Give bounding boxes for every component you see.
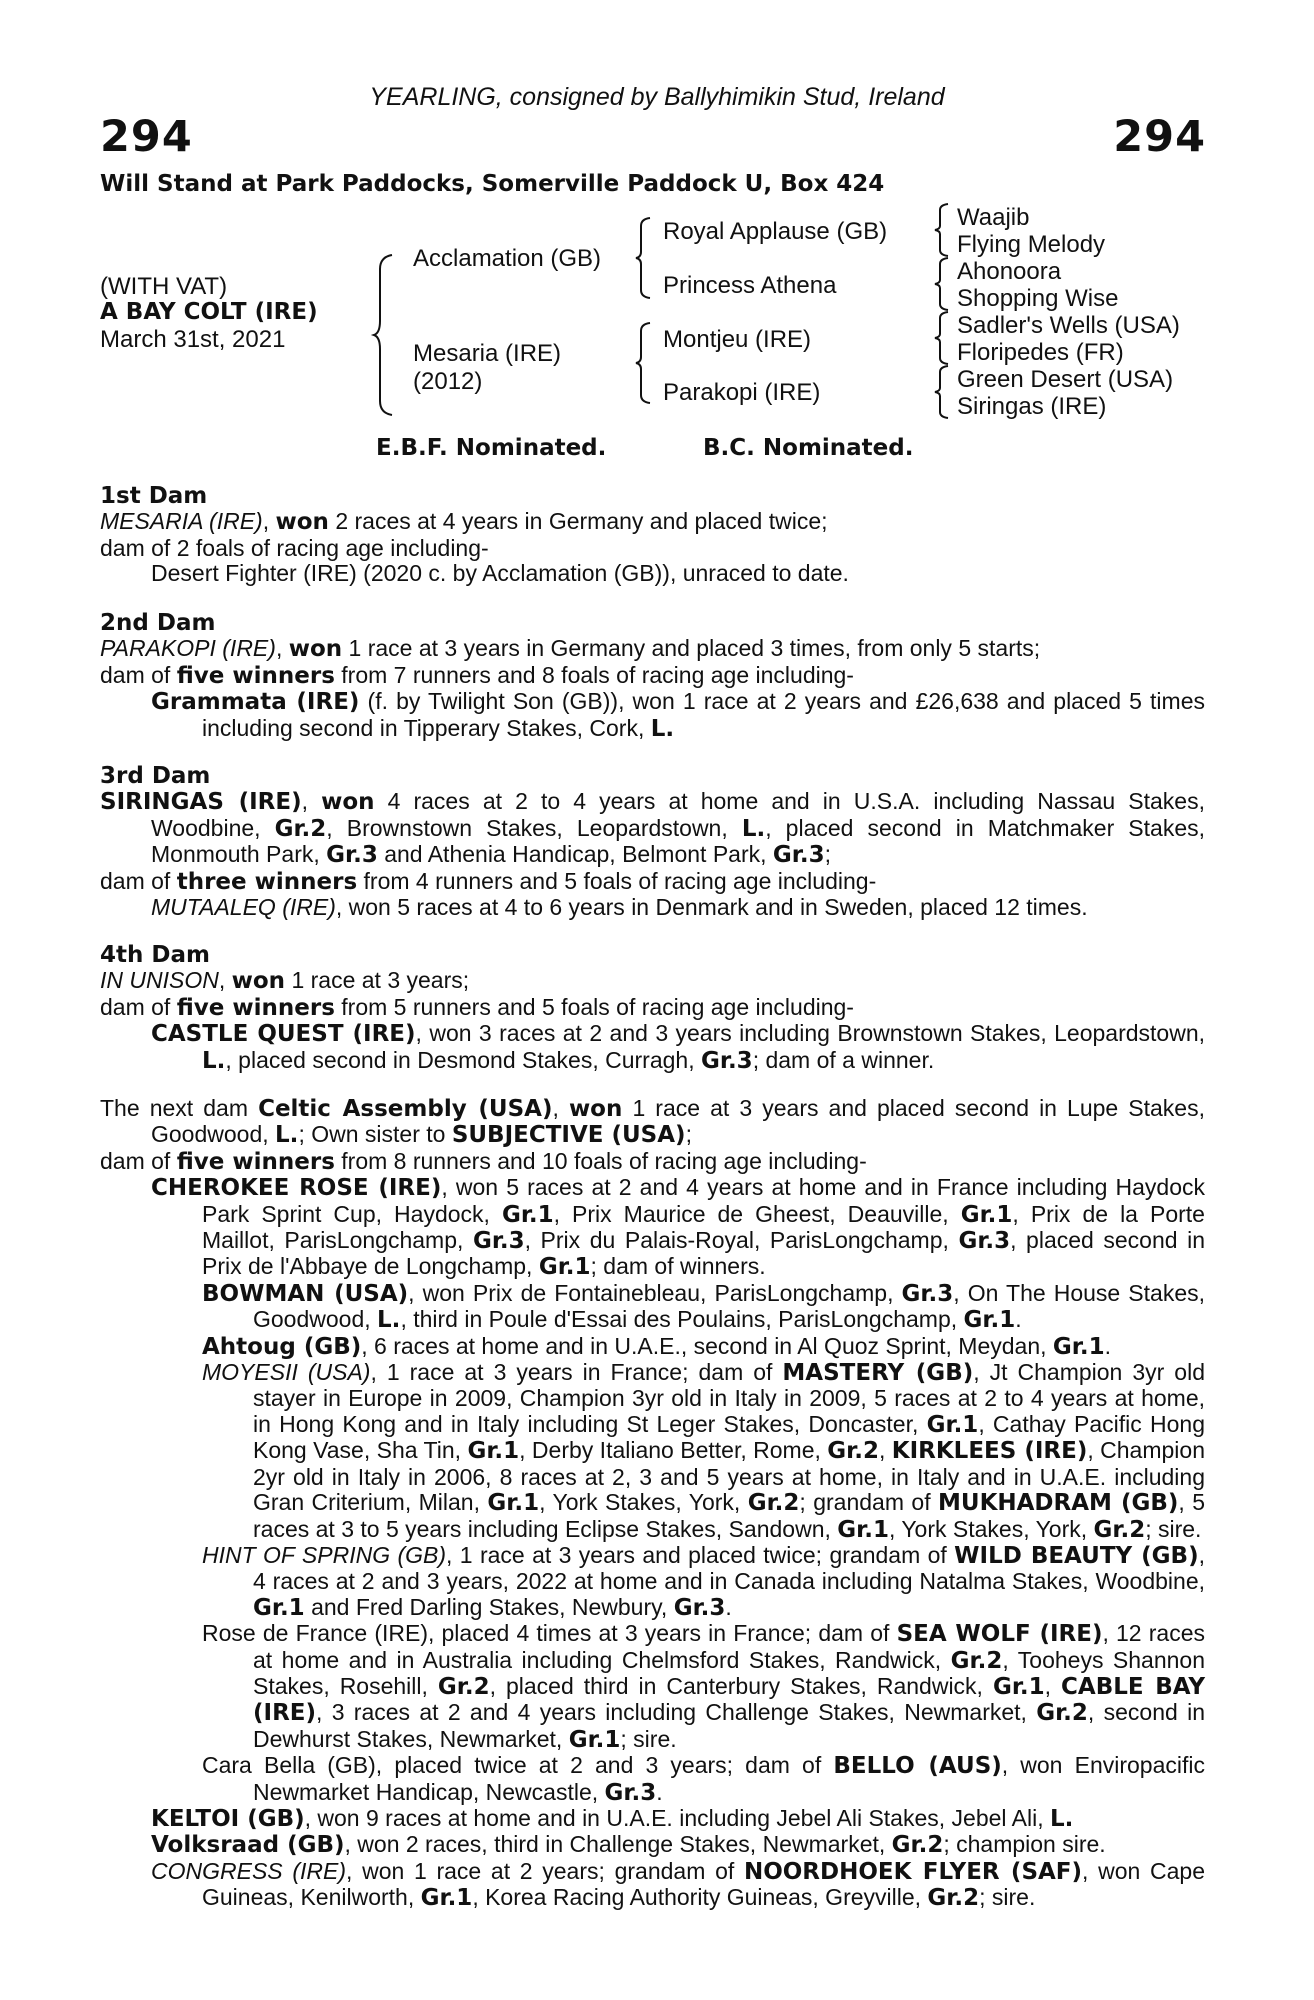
third-dam-heading: 3rd Dam [100,763,211,789]
vat-note: (WITH VAT) [100,273,228,300]
foal-moyesii: MOYESII (USA), 1 race at 3 years in France; dam of MASTERY (GB), Jt Champion 3yr old stayer in Europe in 2009, Champion 3yr old in Italy in 2009, 5 races at 2 to 4 years at home, in Hong Kong and in Italy including St Leger Stakes, Doncaster, Gr.1, Cathay Pacific Hong Kong Vase, Sha Tin, Gr.1, Derby Italiano Better, Rome, Gr.2, KIRKLEES (IRE), Champion 2yr old in Italy in 2006, 8 races at 2, 3 and 5 years at home, in Italy and in U.A.E. including Gran Criterium, Milan, Gr.1, York Stakes, York, Gr.2; grandam of MUKHADRAM (GB), 5 races at 3 to 5 years including Eclipse Stakes, Sandown, Gr.1, York Stakes, York, Gr.2; sire. [202,1359,1206,1543]
pedigree-brace-sd [935,258,953,310]
pedigree-dsd: Floripedes (FR) [957,339,1124,366]
pedigree-dam: Mesaria (IRE) [413,340,562,367]
fourth-dam-heading: 4th Dam [100,942,210,968]
foal-rose-de-france: Rose de France (IRE), placed 4 times at 3 years in France; dam of SEA WOLF (IRE), 12 races at home and in Australia including Chelmsford Stakes, Randwick, Gr.2, Tooheys Shannon Stakes, Rosehill, Gr.2, placed third in Canterbury Stakes, Randwick, Gr.1, CABLE BAY (IRE), 3 races at 2 and 4 years including Challenge Stakes, Newmarket, Gr.2, second in Dewhurst Stakes, Newmarket, Gr.1; sire. [202,1620,1206,1753]
sale-line: YEARLING, consigned by Ballyhimikin Stud, Ireland [369,83,945,111]
pedigree-brace-dam [636,323,656,403]
fourth-dam-section [100,943,1205,1074]
pedigree-dam-year: (2012) [413,368,483,395]
second-dam-foal: Grammata (IRE) (f. by Twilight Son (GB)), won 1 race at 2 years and £26,638 and placed 5 times including second in Tipperary Stakes, Cork, L. [151,688,1205,742]
first-dam-foal: Desert Fighter (IRE) (2020 c. by Acclamation (GB)), unraced to date. [151,560,849,587]
third-dam-foal: MUTAALEQ (IRE), won 5 races at 4 to 6 years in Denmark and in Sweden, placed 12 times. [151,894,1088,921]
pedigree-brace-main [374,255,398,415]
third-dam-produce: dam of three winners from 4 runners and 5 foals of racing age including- [100,867,877,895]
first-dam-heading: 1st Dam [100,483,208,509]
pedigree-sdd: Shopping Wise [957,285,1119,312]
pedigree-sire: Acclamation (GB) [413,245,602,272]
pedigree-brace-ss [935,204,953,256]
second-dam-produce: dam of five winners from 7 runners and 8 foals of racing age including- [100,661,854,689]
foal-volksraad: Volksraad (GB), won 2 races, third in Challenge Stakes, Newmarket, Gr.2; champion sire. [151,1831,1106,1859]
foal-congress: CONGRESS (IRE), won 1 race at 2 years; grandam of NOORDHOEK FLYER (SAF), won Cape Guineas, Kenilworth, Gr.1, Korea Racing Authority Guineas, Greyville, Gr.2; sire. [151,1857,1206,1912]
pedigree-ss: Royal Applause (GB) [663,218,888,245]
first-dam-section [100,484,1205,587]
third-dam-record: SIRINGAS (IRE), won 4 races at 2 to 4 years at home and in U.S.A. including Nassau Stakes, Woodbine, Gr.2, Brownstown Stakes, Leopardstown, L., placed second in Matchmaker Stakes, Monmouth Park, Gr.3 and Athenia Handicap, Belmont Park, Gr.3; [100,788,1206,869]
pedigree-dds: Green Desert (USA) [957,366,1174,393]
fourth-dam-produce: dam of five winners from 5 runners and 5 foals of racing age including- [100,993,854,1021]
first-dam-record: MESARIA (IRE), won 2 races at 4 years in Germany and placed twice; [100,508,828,536]
bc-nominated: B.C. Nominated. [703,435,914,461]
pedigree-brace-ds [935,312,953,364]
second-dam-section [100,611,1205,742]
pedigree-sds: Ahonoora [957,258,1062,285]
next-dam-section [100,1096,1205,1912]
foal-cara-bella: Cara Bella (GB), placed twice at 2 and 3 years; dam of BELLO (AUS), won Enviropacific Newmarket Handicap, Newcastle, Gr.3. [202,1752,1205,1806]
fourth-dam-record: IN UNISON, won 1 race at 3 years; [100,967,470,995]
second-dam-heading: 2nd Dam [100,610,216,636]
pedigree-dd: Parakopi (IRE) [663,379,821,406]
foal-bowman: BOWMAN (USA), won Prix de Fontainebleau, ParisLongchamp, Gr.3, On The House Stakes, Goodwood, L., third in Poule d'Essai des Poulains, ParisLongchamp, Gr.1. [202,1279,1206,1334]
foal-cherokee-rose: CHEROKEE ROSE (IRE), won 5 races at 2 and 4 years at home and in France including Haydock Park Sprint Cup, Haydock, Gr.1, Prix Maurice de Gheest, Deauville, Gr.1, Prix de la Porte Maillot, ParisLongchamp, Gr.3, Prix du Palais-Royal, ParisLongchamp, Gr.3, placed second in Prix de l'Abbaye de Longchamp, Gr.1; dam of winners. [151,1174,1206,1281]
pedigree-ds: Montjeu (IRE) [663,326,812,353]
foal-ahtoug: Ahtoug (GB), 6 races at home and in U.A.E., second in Al Quoz Sprint, Meydan, Gr.1. [202,1332,1111,1360]
first-dam-produce: dam of 2 foals of racing age including- [100,534,489,561]
lot-number-left: 294 [100,112,193,162]
stand-location: Will Stand at Park Paddocks, Somerville Paddock U, Box 424 [100,171,885,197]
foal-hint-of-spring: HINT OF SPRING (GB), 1 race at 3 years and placed twice; grandam of WILD BEAUTY (GB), 4 races at 2 and 3 years, 2022 at home and in Canada including Natalma Stakes, Woodbine, Gr.1 and Fred Darling Stakes, Newbury, Gr.3. [202,1541,1205,1621]
fourth-dam-foal: CASTLE QUEST (IRE), won 3 races at 2 and 3 years including Brownstown Stakes, Leopardstown, L., placed second in Desmond Stakes, Curragh, Gr.3; dam of a winner. [151,1020,1206,1074]
next-dam-produce: dam of five winners from 8 runners and 10 foals of racing age including- [100,1147,867,1175]
pedigree-dss: Sadler's Wells (USA) [957,312,1180,339]
pedigree-ssd: Flying Melody [957,231,1106,258]
pedigree-sss: Waajib [957,204,1030,231]
pedigree-ddd: Siringas (IRE) [957,393,1107,420]
foal-keltoi: KELTOI (GB), won 9 races at home and in U.A.E. including Jebel Ali Stakes, Jebel Ali, L. [151,1804,1074,1832]
pedigree-brace-dd [935,366,953,418]
next-dam-record: The next dam Celtic Assembly (USA), won 1 race at 3 years and placed second in Lupe Stakes, Goodwood, L.; Own sister to SUBJECTIVE (USA); [100,1095,1205,1149]
foaling-date: March 31st, 2021 [100,326,286,353]
horse-name: A BAY COLT (IRE) [100,299,318,325]
lot-number-right: 294 [1113,112,1206,162]
second-dam-record: PARAKOPI (IRE), won 1 race at 3 years in Germany and placed 3 times, from only 5 starts; [100,635,1041,663]
ebf-nominated: E.B.F. Nominated. [376,435,607,461]
pedigree-brace-sire [636,218,656,298]
third-dam-section [100,764,1205,920]
pedigree-sd: Princess Athena [663,272,837,299]
